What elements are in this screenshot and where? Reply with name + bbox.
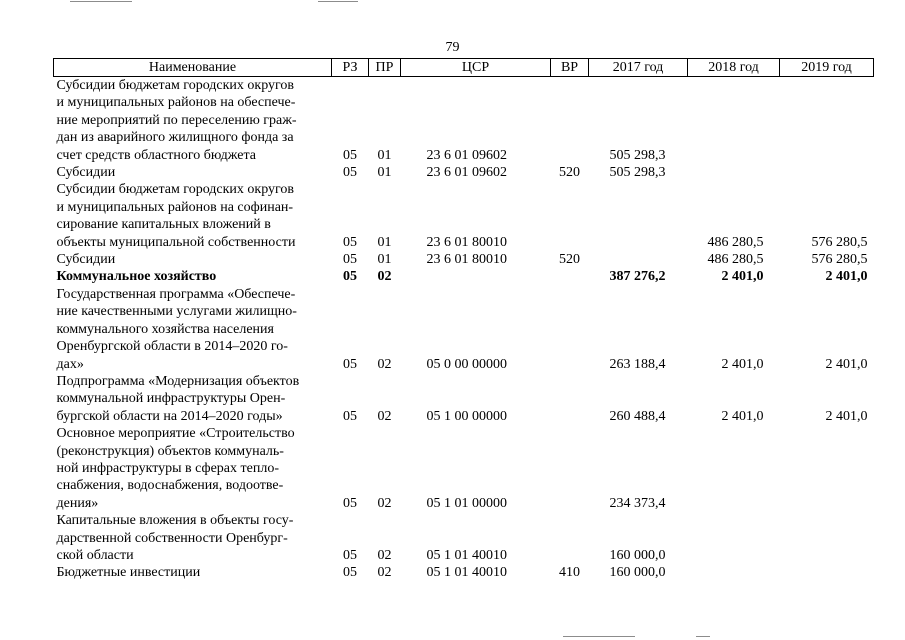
table-row (54, 164, 874, 181)
header-vr: ВР (551, 59, 589, 77)
row-name-line: объекты муниципальной собственности (56, 234, 296, 250)
row-pr: 01 (377, 252, 392, 268)
row-rz: 05 (343, 147, 357, 163)
row-name-line: Подпрограмма «Модернизация объектов (56, 373, 300, 389)
row-name-line: коммунальной инфраструктуры Орен- (56, 391, 286, 407)
row-name-line: и муниципальных районов на софинан- (56, 199, 294, 215)
row-csr: 05 0 00 00000 (426, 356, 507, 372)
row-amount-2018 (688, 512, 780, 564)
row-name-line: Субсидии (56, 252, 116, 268)
row-csr: 05 1 01 40010 (426, 547, 507, 563)
row-csr: 05 1 00 00000 (426, 408, 507, 424)
row-amount-2017: 505 298,3 (609, 147, 666, 163)
table-row (54, 181, 874, 251)
row-csr: 23 6 01 09602 (426, 147, 507, 163)
row-vr: 520 (559, 165, 580, 181)
row-amount-2017 (589, 251, 688, 268)
table-body (54, 77, 874, 582)
row-name (54, 164, 332, 181)
row-amount-2017: 160 000,0 (609, 547, 666, 563)
row-rz: 05 (343, 495, 357, 511)
row-name (54, 181, 332, 251)
budget-table (53, 58, 874, 582)
row-name-line: ной инфраструктуры в сферах тепло- (56, 460, 279, 476)
row-csr (401, 268, 551, 285)
row-pr: 02 (377, 565, 392, 581)
row-amount-2018 (688, 164, 780, 181)
row-name-line: Бюджетные инвестиции (56, 565, 201, 581)
scan-edge-bottom-left (563, 636, 635, 637)
row-vr (551, 77, 589, 165)
row-csr: 05 1 01 00000 (426, 495, 507, 511)
row-name-line: ние качественными услугами жилищно- (56, 304, 297, 320)
row-name-line: дах» (56, 356, 84, 372)
row-name-line: (реконструкция) объектов коммуналь- (56, 443, 284, 459)
row-amount-2017: 387 276,2 (609, 269, 666, 285)
row-name-line: Субсидии бюджетам городских округов (56, 78, 295, 93)
row-name (54, 373, 332, 425)
row-pr: 02 (377, 269, 392, 285)
row-rz: 05 (343, 165, 357, 181)
row-amount-2017: 263 188,4 (609, 356, 666, 372)
row-amount-2018: 486 280,5 (707, 252, 764, 268)
row-amount-2017: 160 000,0 (609, 565, 666, 581)
table-row (54, 268, 874, 285)
header-year-2018: 2018 год (688, 59, 780, 77)
row-amount-2019: 576 280,5 (811, 234, 868, 250)
row-amount-2017: 260 488,4 (609, 408, 666, 424)
row-amount-2018 (688, 425, 780, 512)
row-name-line: Основное мероприятие «Строительство (56, 426, 295, 442)
row-amount-2019 (780, 425, 874, 512)
row-amount-2019: 2 401,0 (825, 269, 868, 285)
row-name-line: коммунального хозяйства населения (56, 321, 274, 337)
row-rz: 05 (343, 252, 357, 268)
row-name (54, 286, 332, 373)
row-name (54, 251, 332, 268)
row-amount-2019 (780, 564, 874, 581)
row-name-line: Оренбургской области в 2014–2020 го- (56, 339, 288, 355)
row-rz: 05 (343, 234, 357, 250)
row-name (54, 512, 332, 564)
row-name-line: сирование капитальных вложений в (56, 217, 271, 233)
table-row (54, 286, 874, 373)
header-name: Наименование (54, 59, 332, 77)
table-row (54, 512, 874, 564)
row-amount-2018 (688, 77, 780, 165)
table-row (54, 373, 874, 425)
row-amount-2019: 2 401,0 (825, 356, 868, 372)
scan-edge-bottom-right (696, 636, 710, 637)
row-amount-2018: 2 401,0 (721, 269, 764, 285)
row-name-line: Коммунальное хозяйство (56, 269, 217, 285)
row-name-line: бургской области на 2014–2020 годы» (56, 408, 283, 424)
row-amount-2018 (688, 564, 780, 581)
row-pr: 01 (377, 165, 392, 181)
row-pr: 02 (377, 356, 392, 372)
header-year-2019: 2019 год (780, 59, 874, 77)
row-amount-2018: 486 280,5 (707, 234, 764, 250)
header-rz: РЗ (332, 59, 369, 77)
row-amount-2019 (780, 77, 874, 165)
row-name-line: Государственная программа «Обеспече- (56, 286, 296, 302)
table-row (54, 251, 874, 268)
table-row (54, 77, 874, 165)
row-rz: 05 (343, 565, 357, 581)
row-pr: 01 (377, 234, 392, 250)
row-name-line: ской области (56, 547, 134, 563)
row-vr (551, 373, 589, 425)
header-pr: ПР (369, 59, 401, 77)
row-amount-2019 (780, 512, 874, 564)
row-csr: 05 1 01 40010 (426, 565, 507, 581)
row-rz: 05 (343, 547, 357, 563)
row-amount-2018: 2 401,0 (721, 408, 764, 424)
row-name (54, 268, 332, 285)
scan-edge-top-left (70, 1, 132, 2)
table-row (54, 564, 874, 581)
row-name (54, 425, 332, 512)
row-name-line: Субсидии (56, 165, 116, 181)
row-vr (551, 425, 589, 512)
row-vr: 410 (559, 565, 580, 581)
scan-edge-top-right (318, 1, 358, 2)
row-name (54, 564, 332, 581)
table-header (54, 59, 874, 77)
row-rz: 05 (343, 356, 357, 372)
row-amount-2019: 576 280,5 (811, 252, 868, 268)
row-amount-2019: 2 401,0 (825, 408, 868, 424)
row-name-line: дан из аварийного жилищного фонда за (56, 130, 294, 146)
row-csr: 23 6 01 09602 (426, 165, 507, 181)
row-name-line: и муниципальных районов на обеспече- (56, 95, 296, 111)
row-name-line: дения» (56, 495, 99, 511)
row-rz: 05 (343, 408, 357, 424)
row-amount-2017 (589, 181, 688, 251)
header-csr: ЦСР (401, 59, 551, 77)
row-csr: 23 6 01 80010 (426, 234, 507, 250)
row-pr: 02 (377, 547, 392, 563)
row-name-line: Капитальные вложения в объекты госу- (56, 513, 294, 529)
row-pr: 02 (377, 495, 392, 511)
row-amount-2017: 234 373,4 (609, 495, 666, 511)
row-pr: 02 (377, 408, 392, 424)
row-amount-2018: 2 401,0 (721, 356, 764, 372)
row-name-line: снабжения, водоснабжения, водоотве- (56, 478, 284, 494)
row-name-line: счет средств областного бюджета (56, 147, 257, 163)
row-amount-2017: 505 298,3 (609, 165, 666, 181)
row-vr (551, 181, 589, 251)
row-amount-2019 (780, 164, 874, 181)
row-vr (551, 512, 589, 564)
row-vr: 520 (559, 252, 580, 268)
row-name-line: ние мероприятий по переселению граж- (56, 112, 297, 128)
row-name-line: Субсидии бюджетам городских округов (56, 182, 295, 198)
header-year-2017: 2017 год (589, 59, 688, 77)
table-row (54, 425, 874, 512)
row-vr (551, 286, 589, 373)
row-vr (551, 268, 589, 285)
row-name (54, 77, 332, 165)
row-csr: 23 6 01 80010 (426, 252, 507, 268)
page-number: 79 (445, 40, 460, 55)
row-pr: 01 (377, 147, 392, 163)
row-rz: 05 (343, 269, 357, 285)
row-name-line: дарственной собственности Оренбург- (56, 530, 288, 546)
